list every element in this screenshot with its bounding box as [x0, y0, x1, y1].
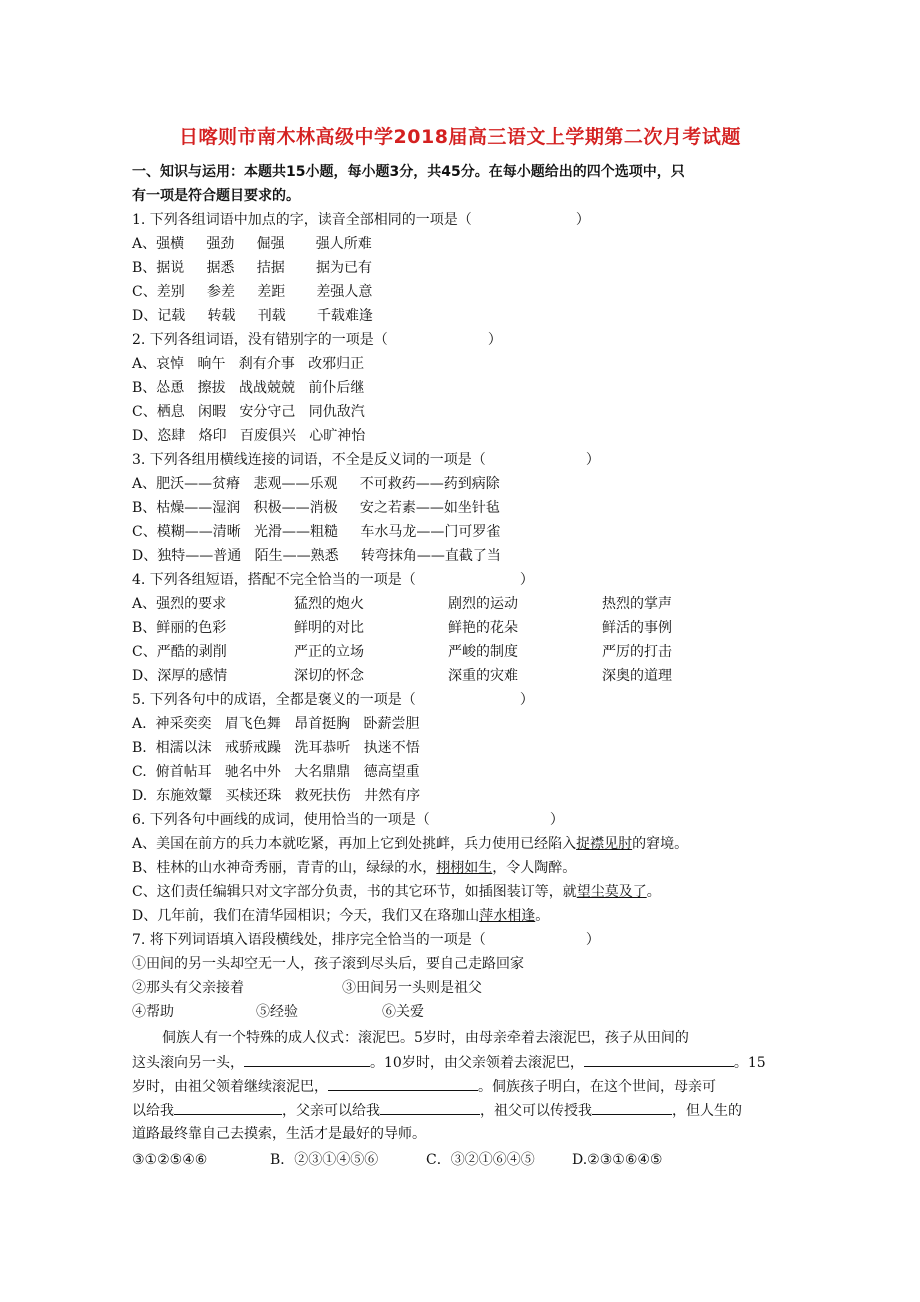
- fill-blank[interactable]: [380, 1100, 480, 1115]
- question-4-stem: 4. 下列各组短语，搭配不完全恰当的一项是（ ）: [132, 572, 534, 588]
- question-7-stem: 7. 将下列词语填入语段横线处，排序完全恰当的一项是（ ）: [132, 932, 600, 948]
- exam-page: 日喀则市南木林高级中学2018届高三语文上学期第二次月考试题 一、知识与运用：本题共15小题，每小题3分，共45分。在每小题给出的四个选项中，只 有一项是符合题目要求的。 1. 下列各组词语中加点的字，读音全部相同的一项是（ ） A、强横 强劲 倔强 强人所难 B、据说 据悉 拮据 据为已有 C、差别 参差 差距 差强人意 D、记载 转载 刊载 千载难逢 2. 下列各组词语，没有错别字的一项是（ ） A、哀悼 晌午 刹有介事 改邪归正 B、怂恿 擦拔 战战兢兢 前仆后继 C、栖息 闲暇 安分守己 同仇敌汽 D、恣肆 烙印 百废俱兴 心旷神怡 3. 下列各组用横线连接的词语，不全是反义词的一项是（ ） A、肥沃——贫瘠 悲观——乐观 不可救药——药到病除 B、枯燥——湿润 积极——消极 安之若素——如坐针毡 C、模糊——清晰 光滑——粗糙 车水马龙——门可罗雀 D、独特——普通 陌生——熟悉 转弯抹角——直截了当 4. 下列各组短语，搭配不完全恰当的一项是（ ） A、强烈的要求 猛烈的炮火 剧烈的运动 热烈的掌声 B、鲜丽的色彩 鲜明的对比 鲜艳的花朵 鲜活的事例 C、严酷的剥削 严正的立场 严峻的制度 严厉的打击 D、深厚的感情 深切的怀念 深重的灾难 深奥的道理 5. 下列各句中的成语，全都是褒义的一项是（ ） A. 神采奕奕 眉飞色舞 昂首挺胸 卧薪尝胆 B. 相濡以沫 戒骄戒躁 洗耳恭听 执迷不悟 C. 俯首帖耳 驰名中外 大名鼎鼎 德高望重 D. 东施效颦 买椟还珠 救死扶伤 井然有序 6. 下列各句中画线的成词，使用恰当的一项是（ ） A、美国在前方的兵力本就吃紧，再加上它到处挑衅，兵力使用已经陷入捉襟见肘的窘境。 B、桂林的山水神奇秀丽，青青的山，绿绿的水，栩栩如生，令人陶醉。 C、这们责任编辑只对文字部分负责，书的其它环节，如插图装订等，就望尘莫及了。 D、几年前，我们在清华园相识；今天，我们又在珞珈山萍水相逢。 7. 将下列词语填入语段横线处，排序完全恰当的一项是（ ） ①田间的另一头却空无一人，孩子滚到尽头后，要自己走路回家 ②那头有父亲接着 ③田间另一头则是祖父 ④帮助 ⑤经验 ⑥关爱 侗族人有一个特殊的成人仪式：滚泥巴。5岁时，由母亲牵着去滚泥巴，孩子从田间的 这头滚向另一头， 。10岁时，由父亲领着去滚泥巴， 。15 岁时，由祖父领着继续滚泥巴， 。侗族孩子明白，在这个世间，母亲可 以给我 ，父亲可以给我 ，祖父可以传授我 ，但人生的 道路最终靠自己去摸索，生活才是最好的导师。 ③①②⑤④⑥ B．②③①④⑤⑥ C．③②①⑥④⑤ D.②③①⑥④⑤: [0, 0, 920, 1302]
- page-title: 日喀则市南木林高级中学2018届高三语文上学期第二次月考试题: [179, 126, 741, 148]
- underlined-idiom: 萍水相逢: [479, 908, 536, 924]
- passage-line-2: 这头滚向另一头， 。10岁时，由父亲领着去滚泥巴， 。15: [132, 1052, 766, 1073]
- question-6-option-a: A、美国在前方的兵力本就吃紧，再加上它到处挑衅，兵力使用已经陷入捉襟见肘的窘境。: [132, 836, 689, 852]
- passage-line-4: 以给我 ，父亲可以给我 ，祖父可以传授我 ，但人生的: [132, 1100, 742, 1121]
- question-5-option-c: C. 俯首帖耳 驰名中外 大名鼎鼎 德高望重: [132, 764, 420, 780]
- underlined-idiom: 望尘莫及了: [576, 884, 647, 900]
- answer-option-c: C．③②①⑥④⑤: [426, 1152, 535, 1168]
- fill-blank[interactable]: [244, 1052, 370, 1067]
- question-7-item-1: ①田间的另一头却空无一人，孩子滚到尽头后，要自己走路回家: [132, 956, 524, 972]
- question-5-option-a: A. 神采奕奕 眉飞色舞 昂首挺胸 卧薪尝胆: [132, 716, 420, 732]
- question-1-option-c: C、差别 参差 差距 差强人意: [132, 284, 373, 300]
- question-3-option-b: B、枯燥——湿润 积极——消极 安之若素——如坐针毡: [132, 500, 500, 516]
- underlined-idiom: 栩栩如生: [436, 860, 493, 876]
- question-3-option-d: D、独特——普通 陌生——熟悉 转弯抹角——直截了当: [132, 548, 501, 564]
- question-1-option-b: B、据说 据悉 拮据 据为已有: [132, 260, 372, 276]
- section-heading-line2: 有一项是符合题目要求的。: [132, 188, 300, 204]
- question-6-stem: 6. 下列各句中画线的成词，使用恰当的一项是（ ）: [132, 812, 564, 828]
- question-6-option-d: D、几年前，我们在清华园相识；今天，我们又在珞珈山萍水相逢。: [132, 908, 550, 924]
- question-2-option-d: D、恣肆 烙印 百废俱兴 心旷神怡: [132, 428, 366, 444]
- answer-option-d: D.②③①⑥④⑤: [572, 1152, 663, 1168]
- passage-line-3: 岁时，由祖父领着继续滚泥巴， 。侗族孩子明白，在这个世间，母亲可: [132, 1076, 716, 1097]
- question-2-option-a: A、哀悼 晌午 刹有介事 改邪归正: [132, 356, 365, 372]
- answer-option-b: B．②③①④⑤⑥: [270, 1152, 379, 1168]
- question-3-option-c: C、模糊——清晰 光滑——粗糙 车水马龙——门可罗雀: [132, 524, 501, 540]
- underlined-idiom: 捉襟见肘: [576, 836, 633, 852]
- passage-line-1: 侗族人有一个特殊的成人仪式：滚泥巴。5岁时，由母亲牵着去滚泥巴，孩子从田间的: [162, 1030, 689, 1046]
- section-heading-line1: 一、知识与运用：本题共15小题，每小题3分，共45分。在每小题给出的四个选项中，只: [132, 164, 685, 180]
- fill-blank[interactable]: [174, 1100, 282, 1115]
- question-3-option-a: A、肥沃——贫瘠 悲观——乐观 不可救药——药到病除: [132, 476, 500, 492]
- question-1-option-d: D、记载 转载 刊载 千载难逢: [132, 308, 373, 324]
- question-2-stem: 2. 下列各组词语，没有错别字的一项是（ ）: [132, 332, 502, 348]
- answer-option-a: ③①②⑤④⑥: [132, 1152, 208, 1168]
- question-6-option-c: C、这们责任编辑只对文字部分负责，书的其它环节，如插图装订等，就望尘莫及了。: [132, 884, 661, 900]
- question-2-option-c: C、栖息 闲暇 安分守己 同仇敌汽: [132, 404, 365, 420]
- fill-blank[interactable]: [584, 1052, 734, 1067]
- question-1-option-a: A、强横 强劲 倔强 强人所难: [132, 236, 372, 252]
- question-2-option-b: B、怂恿 擦拔 战战兢兢 前仆后继: [132, 380, 365, 396]
- question-6-option-b: B、桂林的山水神奇秀丽，青青的山，绿绿的水，栩栩如生，令人陶醉。: [132, 860, 577, 876]
- fill-blank[interactable]: [328, 1076, 478, 1091]
- passage-line-5: 道路最终靠自己去摸索，生活才是最好的导师。: [132, 1126, 426, 1142]
- question-5-option-b: B. 相濡以沫 戒骄戒躁 洗耳恭听 执迷不悟: [132, 740, 420, 756]
- fill-blank[interactable]: [592, 1100, 672, 1115]
- question-5-stem: 5. 下列各句中的成语，全都是褒义的一项是（ ）: [132, 692, 534, 708]
- question-5-option-d: D. 东施效颦 买椟还珠 救死扶伤 井然有序: [132, 788, 421, 804]
- question-1-stem: 1. 下列各组词语中加点的字，读音全部相同的一项是（ ）: [132, 212, 590, 228]
- question-3-stem: 3. 下列各组用横线连接的词语，不全是反义词的一项是（ ）: [132, 452, 600, 468]
